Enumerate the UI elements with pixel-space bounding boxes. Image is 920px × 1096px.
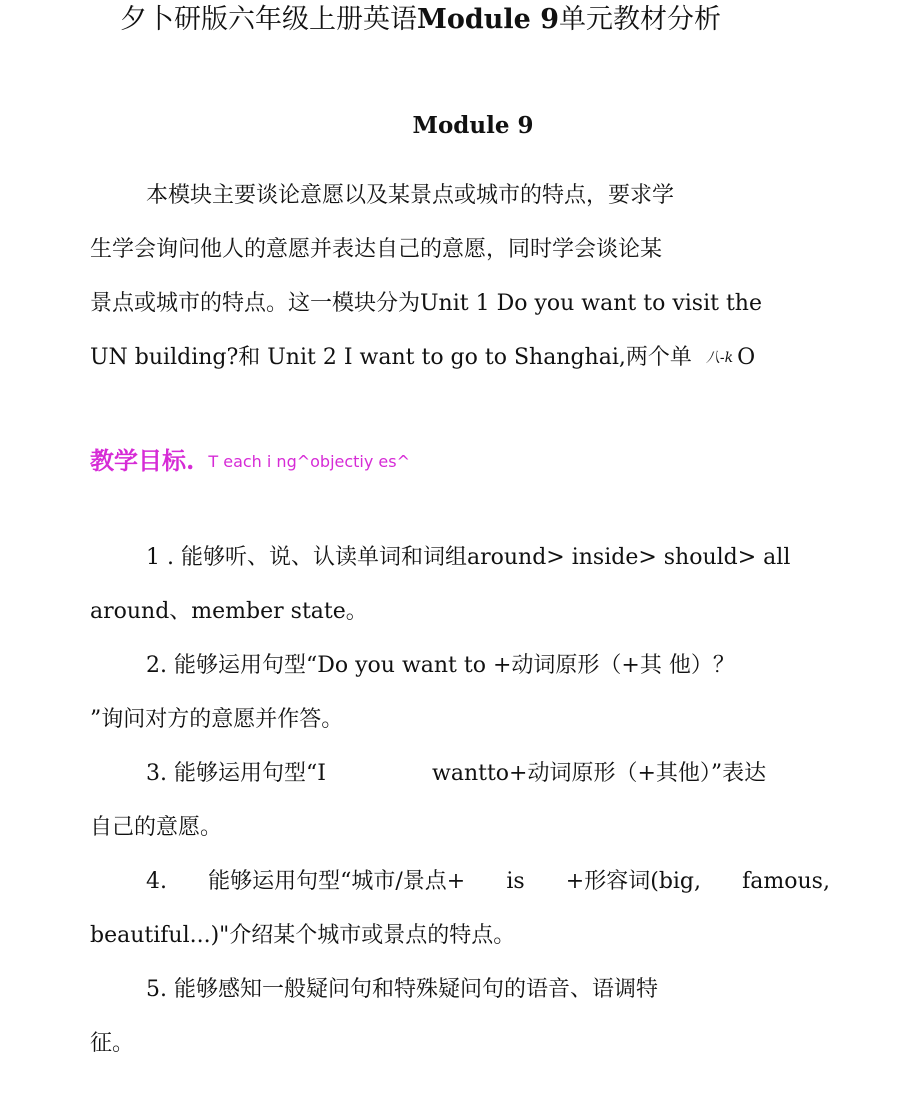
intro-line-4-glyph: 八-k (705, 350, 734, 366)
objective-4-part-is: is (506, 869, 525, 894)
objective-4-part-famous: famous, (742, 869, 830, 894)
objectives-heading (90, 444, 410, 481)
document-title (120, 2, 721, 38)
objective-1-line-1: 1 . 能够听、说、认读单词和词组around> inside> should> all (146, 545, 791, 570)
title-prefix: 夕卜研版六年级上册英语 (120, 4, 417, 35)
objectives-heading-cn: 教学目标. (90, 446, 195, 475)
title-suffix: 单元教材分析 (559, 4, 722, 35)
objective-4-part-pattern: 能够运用句型“城市/景点+ (208, 869, 466, 894)
objective-4-line-1 (146, 866, 830, 898)
title-module: Module 9 (417, 4, 560, 35)
objective-5-line-1: 5. 能够感知一般疑问句和特殊疑问句的语音、语调特 (146, 977, 658, 1002)
intro-line-4-main: UN building?和 Unit 2 I want to go to Shanghai,两个单 (90, 345, 692, 370)
intro-line-4-end: O (737, 345, 756, 370)
objective-4-part-adj: +形容词(big, (565, 869, 702, 894)
intro-line-3: 景点或城市的特点。这一模块分为Unit 1 Do you want to visit the (90, 291, 762, 316)
objective-2-line-2: ”询问对方的意愿并作答。 (90, 707, 344, 732)
objective-5-line-2: 征。 (90, 1031, 135, 1056)
intro-line-2: 生学会询问他人的意愿并表达自己的意愿，同时学会谈论某 (90, 237, 663, 262)
intro-line-1: 本模块主要谈论意愿以及某景点或城市的特点，要求学 (146, 183, 675, 208)
objective-3-line-2: 自己的意愿。 (90, 815, 223, 840)
objective-3-line-1b: wantto+动词原形（+其他）”表达 (432, 761, 767, 786)
objective-1-line-2: around、member state。 (90, 599, 368, 624)
objective-2-line-1: 2. 能够运用句型“Do you want to +动词原形（+其 他）？ (146, 653, 735, 678)
module-heading: Module 9 (412, 112, 534, 139)
objective-4-line-2: beautiful...)"介绍某个城市或景点的特点。 (90, 923, 516, 948)
intro-line-4 (90, 342, 755, 374)
objective-4-part-number: 4. (146, 869, 167, 894)
objectives-heading-en: T each i ng^objectiy es^ (208, 452, 411, 471)
objective-3-line-1a: 3. 能够运用句型“I (146, 761, 326, 786)
